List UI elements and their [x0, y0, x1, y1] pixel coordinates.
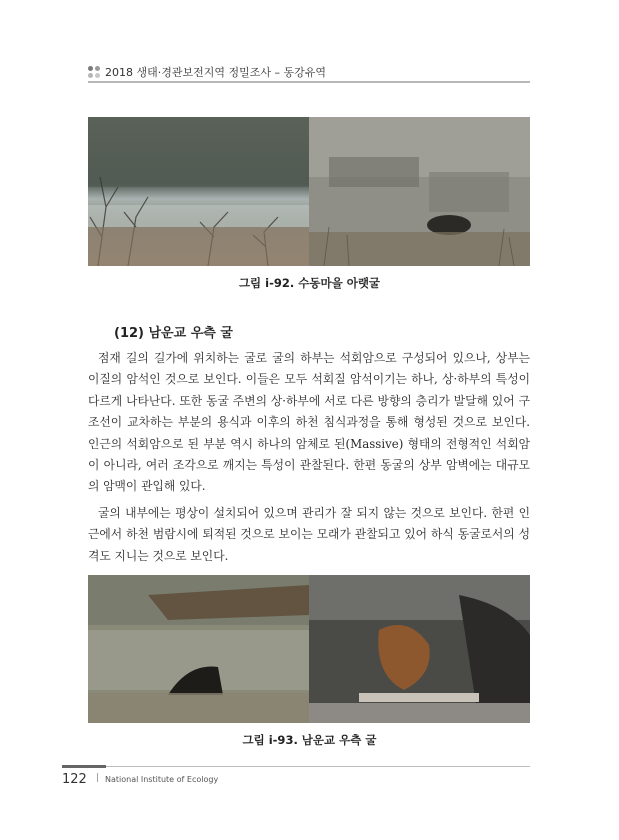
figure1-photo-right: [309, 117, 530, 266]
figure2-photo-left: [88, 575, 309, 723]
footer-institution: National Institute of Ecology: [105, 775, 219, 784]
footer-rule-accent: [62, 765, 106, 768]
paragraph-2: 굴의 내부에는 평상이 설치되어 있으며 관리가 잘 되지 않는 것으로 보인다. 한편 인근에서 하천 범람시에 퇴적된 것으로 보이는 모래가 관찰되고 있어 하식 동굴로서의 성격도 지니는 것으로 보인다.: [88, 505, 530, 563]
figure2-caption: 그림 i-93. 남운교 우측 굴: [242, 733, 377, 747]
section-title: (12) 남운교 우측 굴: [114, 326, 233, 341]
footer-separator: |: [96, 773, 100, 783]
figure1-caption: 그림 i-92. 수동마을 아랫굴: [238, 276, 381, 290]
paragraph-1: 점재 길의 길가에 위치하는 굴로 굴의 하부는 석회암으로 구성되어 있으나, 상부는 이질의 암석인 것으로 보인다. 이들은 모두 석회질 암석이기는 하나, 상·하부의 특성이 다르게 나타난다. 또한 동굴 주변의 상·하부에 서로 다른 방향의 층리가 발달해 있어 구조선이 교차하는 부분의 용식과 이후의 하천 침식과정을 통해 형성된 것으로 보인다. 인근의 석회암으로 된 부분 역시 하나의 암체로 된(Massive) 형태의 전형적인 석회암이 아니라, 여러 조각으로 깨지는 특성이 관찰된다. 한편 동굴의 상부 암벽에는 대규모의 암맥이 관입해 있다.: [88, 351, 530, 494]
page-number: 122: [62, 772, 87, 787]
figure1-photo-left: [88, 117, 309, 266]
header-dots-icon: [88, 66, 100, 78]
running-header: [88, 62, 530, 84]
page-footer: [62, 766, 530, 790]
body-text: [88, 348, 530, 567]
header-title: 2018 생태·경관보전지역 정밀조사 – 동강유역: [105, 66, 326, 79]
header-rule: [88, 81, 530, 83]
footer-rule: [62, 766, 530, 767]
figure2-photo-right: [309, 575, 530, 723]
